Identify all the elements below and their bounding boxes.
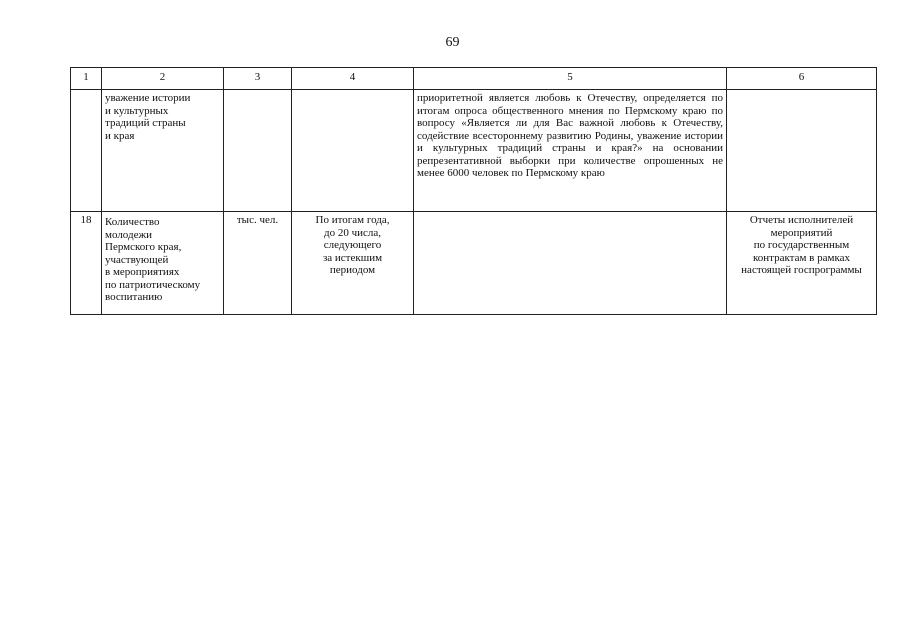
indicator-name-line: в мероприятиях xyxy=(105,266,180,278)
deadline-line: за истекшим xyxy=(322,251,383,264)
method-cell xyxy=(414,212,727,315)
method-cell: приоритетной является любовь к Отечеству, определяется по итогам опроса общественного мнения по Пермскому краю по вопросу «Является ли для Вас важной любовь к Отечеству, содействие всестороннему развитию Родины, уважение истории и культурных традиций страны и края?» на основании репрезентативной выборки при количестве опрошенных не менее 6000 человек по Пермскому краю xyxy=(414,90,727,212)
source-line: Отчеты исполнителей xyxy=(749,214,854,226)
unit-cell: тыс. чел. xyxy=(224,212,292,315)
header-col-3: 3 xyxy=(224,68,292,90)
indicator-name-line: и культурных xyxy=(105,104,169,117)
indicator-name-line: Количество xyxy=(105,216,160,228)
indicator-name-line: уважение истории xyxy=(105,92,191,104)
indicator-name-line: молодежи xyxy=(105,228,152,241)
indicator-name-cell xyxy=(102,212,224,315)
deadline-cell xyxy=(292,212,414,315)
page-number: 69 xyxy=(445,35,460,50)
deadline-line: следующего xyxy=(323,239,382,251)
deadline-line: периодом xyxy=(329,264,376,276)
header-col-2: 2 xyxy=(102,68,224,90)
deadline-line: По итогам года, xyxy=(315,214,390,226)
indicator-name-cell xyxy=(102,90,224,212)
indicator-name-line: Пермского края, xyxy=(105,241,182,253)
header-col-1: 1 xyxy=(71,68,102,90)
indicator-table xyxy=(70,67,877,315)
header-col-6: 6 xyxy=(727,68,877,90)
row-number-cell: 18 xyxy=(71,212,102,315)
deadline-cell xyxy=(292,90,414,212)
table-row xyxy=(71,212,877,315)
row-number-cell xyxy=(71,90,102,212)
header-col-5: 5 xyxy=(414,68,727,90)
table-row xyxy=(71,90,877,212)
indicator-name-line: по патриотическому xyxy=(105,278,201,291)
source-line: контрактам в рамках xyxy=(752,251,851,264)
source-line: настоящей госпрограммы xyxy=(741,264,862,276)
source-line: по государственным xyxy=(753,239,850,251)
table-header-row xyxy=(71,68,877,90)
source-cell xyxy=(727,212,877,315)
source-line: мероприятий xyxy=(770,226,833,239)
indicator-name-line: воспитанию xyxy=(105,291,163,303)
header-col-4: 4 xyxy=(292,68,414,90)
indicator-name-line: традиций страны xyxy=(105,117,186,129)
indicator-name-line: участвующей xyxy=(105,253,169,266)
indicator-name-line: и края xyxy=(105,129,135,142)
unit-cell xyxy=(224,90,292,212)
source-cell xyxy=(727,90,877,212)
deadline-line: до 20 числа, xyxy=(323,226,382,239)
